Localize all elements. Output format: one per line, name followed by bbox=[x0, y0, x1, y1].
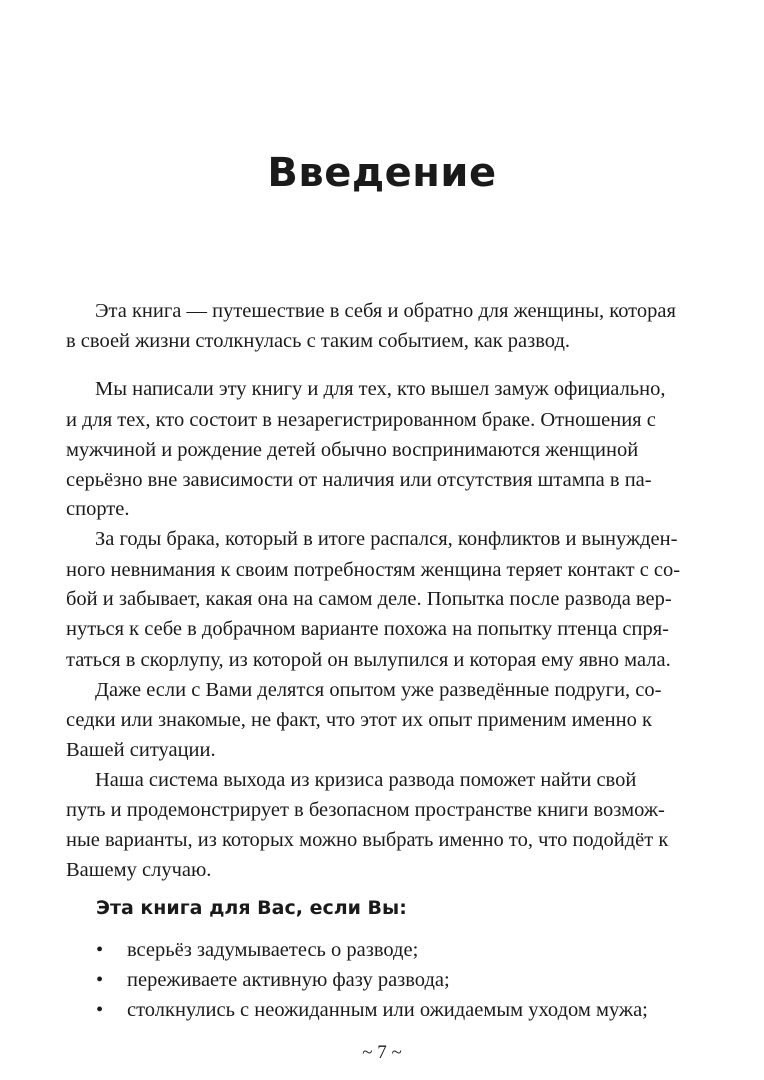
list-item-text: столкнулись с неожиданным или ожидаемым уходом мужа; bbox=[127, 999, 648, 1021]
bullet-icon: • bbox=[96, 969, 104, 991]
paragraph-1-line-2: в своей жизни столкнулась с таким событием, как развод. bbox=[66, 330, 571, 352]
paragraph-5-line-3: ные варианты, из которых можно выбрать именно то, что подойдёт к bbox=[66, 829, 669, 851]
bullet-icon: • bbox=[96, 939, 104, 961]
paragraph-5-line-4: Вашему случаю. bbox=[66, 859, 212, 881]
page-number: ~ 7 ~ bbox=[362, 1042, 402, 1063]
paragraph-1-line-1: Эта книга — путешествие в себя и обратно для женщины, которая bbox=[95, 300, 676, 322]
list-item-text: всерьёз задумываетесь о разводе; bbox=[127, 939, 419, 961]
page-title: Введение bbox=[267, 150, 497, 196]
paragraph-2-line-5: спорте. bbox=[66, 498, 130, 520]
list-item-text: переживаете активную фазу развода; bbox=[127, 969, 450, 991]
paragraph-4-line-3: Вашей ситуации. bbox=[66, 739, 216, 761]
list-heading: Эта книга для Вас, если Вы: bbox=[96, 897, 407, 919]
paragraph-2-line-4: серьёзно вне зависимости от наличия или отсутствия штампа в па- bbox=[66, 469, 652, 491]
paragraph-3-line-1: За годы брака, который в итоге распался, конфликтов и вынужден- bbox=[95, 528, 678, 550]
paragraph-3-line-5: таться в скорлупу, из которой он вылупился и которая ему явно мала. bbox=[66, 649, 671, 671]
paragraph-5-line-1: Наша система выхода из кризиса развода поможет найти свой bbox=[95, 769, 637, 791]
paragraph-4-line-1: Даже если с Вами делятся опытом уже разведённые подруги, со- bbox=[95, 679, 662, 701]
paragraph-3-line-4: нуться к себе в добрачном варианте похожа на попытку птенца спря- bbox=[66, 618, 669, 640]
paragraph-2-line-3: мужчиной и рождение детей обычно воспринимаются женщиной bbox=[66, 439, 639, 461]
paragraph-4-line-2: седки или знакомые, не факт, что этот их опыт применим именно к bbox=[66, 709, 652, 731]
paragraph-2-line-2: и для тех, кто состоит в незарегистрированном браке. Отношения с bbox=[66, 409, 656, 431]
paragraph-5-line-2: путь и продемонстрирует в безопасном пространстве книги возмож- bbox=[66, 799, 665, 821]
paragraph-3-line-3: бой и забывает, какая она на самом деле. Попытка после развода вер- bbox=[66, 588, 672, 610]
paragraph-3-line-2: ного невнимания к своим потребностям женщина теряет контакт с со- bbox=[66, 559, 681, 581]
paragraph-2-line-1: Мы написали эту книгу и для тех, кто вышел замуж официально, bbox=[95, 378, 666, 400]
bullet-icon: • bbox=[96, 999, 104, 1021]
